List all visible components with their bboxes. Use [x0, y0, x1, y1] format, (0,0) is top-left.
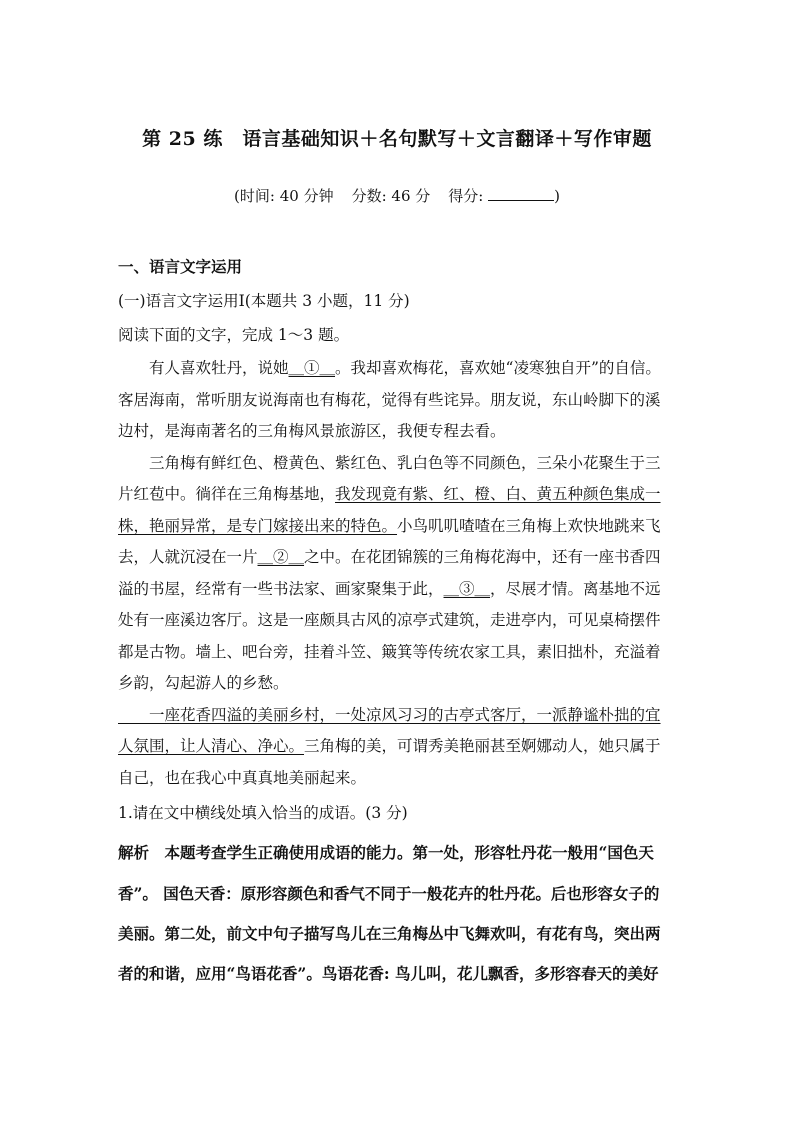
passage-line — [118, 514, 661, 536]
exam-meta — [0, 185, 794, 206]
instruction: 阅读下面的文字，完成 1～3 题。 — [118, 326, 350, 344]
blank-2: ＿②＿ — [257, 548, 305, 566]
text-run: 溢的书屋，经常有一些书法家、画家聚集于此， — [118, 580, 444, 598]
underlined-sentence: 株，艳丽异常，是专门嫁接出来的特色。 — [118, 517, 398, 535]
score-label: 分数: 46 分 — [351, 187, 431, 205]
close-paren: ) — [554, 187, 560, 205]
analysis-line: 解析 本题考查学生正确使用成语的能力。第一处，形容牡丹花一般用“国色天 — [118, 843, 654, 862]
passage-line — [118, 356, 661, 378]
passage-line — [118, 734, 661, 756]
sub-heading: (一)语言文字运用Ⅰ(本题共 3 小题，11 分) — [118, 292, 410, 310]
analysis-line: 者的和谐，应用“鸟语花香”。鸟语花香: 鸟儿叫，花儿飘香，多形容春天的美好 — [118, 964, 659, 983]
underlined-sentence: 我发现竟有紫、红、橙、白、黄五种颜色集成一 — [335, 485, 661, 503]
text-run: 。我却喜欢梅花，喜欢她“凌寒独自开”的自信。 — [335, 359, 661, 377]
question-1: 1.请在文中横线处填入恰当的成语。(3 分) — [118, 804, 408, 822]
time-label: (时间: 40 分钟 — [234, 187, 334, 205]
analysis-line: 美丽。第二处，前文中句子描写鸟儿在三角梅丛中飞舞欢叫，有花有鸟，突出两 — [118, 924, 661, 943]
passage-line — [118, 703, 661, 725]
passage-line — [118, 577, 661, 599]
blank-1: ＿①＿ — [288, 359, 336, 377]
underlined-sentence: 人氛围，让人清心、净心。 — [118, 737, 305, 755]
underlined-sentence: 一座花香四溢的美丽乡村，一处凉风习习的古亭式客厅，一派静谧朴拙的宜 — [118, 706, 661, 724]
passage-line — [118, 545, 661, 567]
passage-line: 乡韵，勾起游人的乡愁。 — [118, 674, 289, 692]
text-run: 去，人就沉浸在一片 — [118, 548, 258, 566]
passage-line: 处有一座溪边客厅。这是一座颇具古风的凉亭式建筑，走进亭内，可见桌椅摆件 — [118, 611, 661, 629]
passage-line: 边村，是海南著名的三角梅风景旅游区，我便专程去看。 — [118, 422, 506, 440]
passage-line — [118, 482, 661, 504]
passage-line: 自己，也在我心中真真地美丽起来。 — [118, 769, 367, 787]
text-run: 有人喜欢牡丹，说她 — [118, 359, 289, 377]
blank-3: ＿③＿ — [443, 580, 491, 598]
passage-line: 客居海南，常听朋友说海南也有梅花，觉得有些诧异。朋友说，东山岭脚下的溪 — [118, 391, 661, 409]
page-title: 第 25 练 语言基础知识＋名句默写＋文言翻译＋写作审题 — [142, 128, 652, 150]
text-run: 之中。在花团锦簇的三角梅花海中，还有一座书香四 — [304, 548, 661, 566]
text-run: 三角梅的美，可谓秀美艳丽甚至婀娜动人，她只属于 — [304, 737, 661, 755]
analysis-line: 香”。 国色天香：原形容颜色和香气不同于一般花卉的牡丹花。后也形容女子的 — [118, 884, 660, 903]
section-heading: 一、语言文字运用 — [118, 257, 243, 276]
text-run: 片红苞中。徜徉在三角梅基地， — [118, 485, 336, 503]
text-run: 小鸟叽叽喳喳在三角梅上欢快地跳来飞 — [397, 517, 661, 535]
got-label: 得分: — [448, 187, 489, 205]
score-blank — [488, 188, 554, 201]
passage-line: 都是古物。墙上、吧台旁，挂着斗笠、簸箕等传统农家工具，素旧拙朴，充溢着 — [118, 643, 661, 661]
text-run: ，尽展才情。离基地不远 — [490, 580, 661, 598]
passage-line: 三角梅有鲜红色、橙黄色、紫红色、乳白色等不同颜色，三朵小花聚生于三 — [118, 454, 661, 472]
